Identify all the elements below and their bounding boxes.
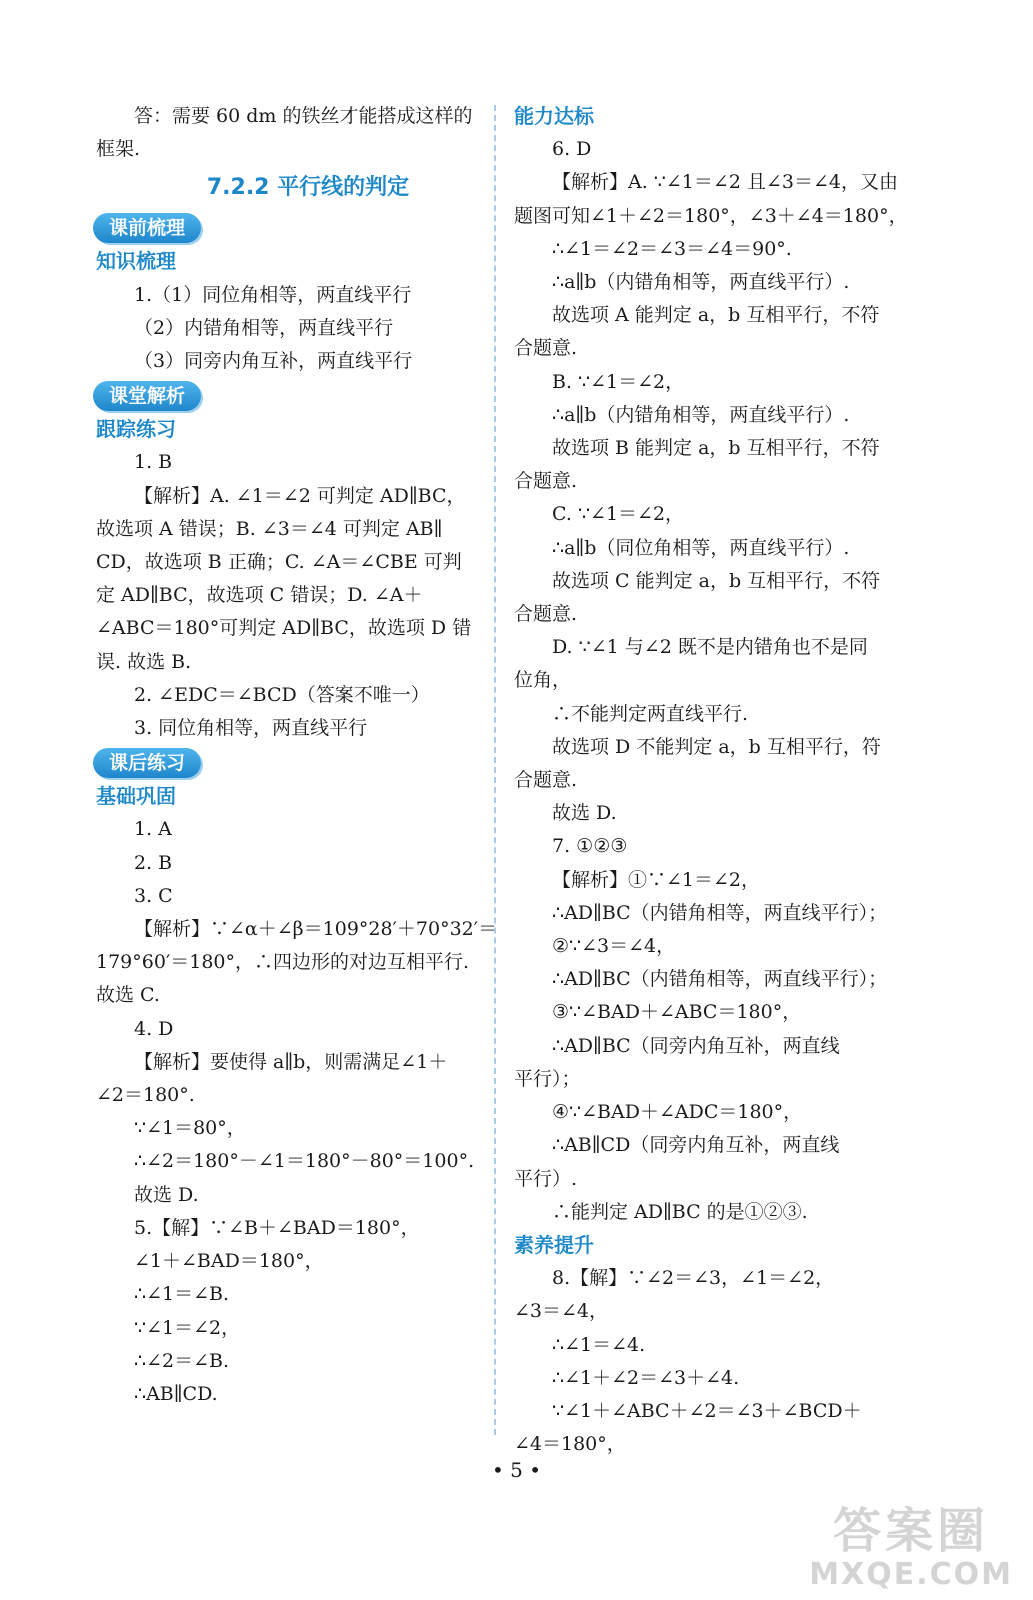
text-line: （3）同旁内角互补，两直线平行 <box>134 350 413 373</box>
text-line: 2. B <box>134 851 173 874</box>
section-badge-wrap <box>96 745 480 780</box>
text-line: CD，故选项 B 正确；C. ∠A＝∠CBE 可判 <box>96 551 462 574</box>
subsection-heading: 基础巩固 <box>96 784 176 809</box>
text-line: 平行）. <box>514 1167 578 1190</box>
section-badge-wrap <box>96 210 480 245</box>
text-line: 故选项 B 能判定 a，b 互相平行，不符 <box>552 437 880 460</box>
text-line: ∴∠2＝∠B. <box>134 1349 230 1372</box>
text-line: 位角， <box>514 669 572 692</box>
section-badge: 课后练习 <box>93 748 201 778</box>
text-line: ∴AD∥BC（内错角相等，两直线平行）； <box>552 901 888 924</box>
text-line: 【解析】A. ∵∠1＝∠2 且∠3＝∠4，又由 <box>552 171 898 194</box>
text-line: ∠2＝180°. <box>96 1084 195 1107</box>
column-divider <box>494 105 496 1435</box>
text-line: 4. D <box>134 1017 174 1040</box>
text-line: 答：需要 60 dm 的铁丝才能搭成这样的 <box>134 105 473 127</box>
text-line: （2）内错角相等，两直线平行 <box>134 316 394 339</box>
text-line: ∵∠1＝∠2， <box>134 1316 241 1339</box>
text-line: 故选 D. <box>134 1183 199 1206</box>
text-line: ∵∠1＝80°， <box>134 1117 246 1140</box>
text-line: ∴AB∥CD（同旁内角互补，两直线 <box>552 1134 840 1157</box>
subsection-heading: 素养提升 <box>514 1232 594 1257</box>
page-number: • 5 • <box>491 1458 542 1482</box>
subsection-heading: 能力达标 <box>514 104 594 128</box>
section-badge: 课堂解析 <box>93 381 201 411</box>
text-line: 误. 故选 B. <box>96 650 192 673</box>
text-line: ∴a∥b（内错角相等，两直线平行）. <box>552 271 850 294</box>
text-line: 故选项 C 能判定 a，b 互相平行，不符 <box>552 569 881 592</box>
text-line: 故选项 A 能判定 a，b 互相平行，不符 <box>552 304 880 327</box>
text-line: 2. ∠EDC＝∠BCD（答案不唯一） <box>134 683 430 706</box>
text-line: 框架. <box>96 138 141 161</box>
text-line: ③∵∠BAD＋∠ABC＝180°， <box>552 1001 802 1024</box>
watermark-line2: MXQE.COM <box>809 1557 1013 1592</box>
text-line: 故选 D. <box>552 802 617 825</box>
section-title: 7.2.2 平行线的判定 <box>206 175 410 201</box>
text-line: ④∵∠BAD＋∠ADC＝180°， <box>552 1101 803 1124</box>
text-line: 1. B <box>134 451 173 474</box>
text-line: 5.【解】∵∠B＋∠BAD＝180°， <box>134 1216 420 1239</box>
text-line: 故选项 A 错误；B. ∠3＝∠4 可判定 AB∥ <box>96 517 443 540</box>
text-line: ∠ABC＝180°可判定 AD∥BC，故选项 D 错 <box>96 617 472 640</box>
text-line: ∵∠1＋∠ABC＋∠2＝∠3＋∠BCD＋ <box>552 1399 862 1422</box>
watermark-logo <box>809 1504 1013 1592</box>
subsection-heading: 知识梳理 <box>96 249 176 274</box>
text-line: 【解析】要使得 a∥b，则需满足∠1＋ <box>134 1050 448 1073</box>
text-line: ∴AD∥BC（内错角相等，两直线平行）； <box>552 968 888 991</box>
text-line: 1. A <box>134 818 172 841</box>
text-line: ∴∠1＝∠B. <box>134 1283 230 1306</box>
text-line: ②∵∠3＝∠4， <box>552 935 676 958</box>
section-badge: 课前梳理 <box>93 213 201 243</box>
text-line: ∴∠2＝180°－∠1＝180°－80°＝100°. <box>134 1150 475 1173</box>
text-line: 【解析】①∵∠1＝∠2， <box>552 868 761 891</box>
subsection-heading: 跟踪练习 <box>96 417 176 442</box>
text-line: 7. ①②③ <box>552 835 628 858</box>
text-line: ∴a∥b（同位角相等，两直线平行）. <box>552 536 850 559</box>
text-line: 合题意. <box>514 603 578 626</box>
text-line: 平行）； <box>514 1067 581 1090</box>
text-line: ∴AB∥CD. <box>134 1382 218 1405</box>
text-line: ∠1＋∠BAD＝180°， <box>134 1250 324 1273</box>
text-line: 合题意. <box>514 337 578 360</box>
text-line: 【解析】A. ∠1＝∠2 可判定 AD∥BC， <box>134 484 466 507</box>
text-line: ∠4＝180°， <box>514 1433 626 1456</box>
watermark-line1: 答案圈 <box>833 1503 990 1559</box>
left-column <box>96 100 498 1411</box>
text-line: ∴a∥b（内错角相等，两直线平行）. <box>552 403 850 426</box>
text-line: D. ∵∠1 与∠2 既不是内错角也不是同 <box>552 636 868 659</box>
text-line: 6. D <box>552 138 592 161</box>
text-line: ∴能判定 AD∥BC 的是①②③. <box>552 1200 808 1223</box>
text-line: ∴AD∥BC（同旁内角互补，两直线 <box>552 1034 840 1057</box>
text-line: 故选 C. <box>96 984 160 1007</box>
text-line: ∴∠1＋∠2＝∠3＋∠4. <box>552 1366 740 1389</box>
section-badge-wrap <box>96 378 480 413</box>
text-line: ∴不能判定两直线平行. <box>552 702 749 725</box>
text-line: 179°60′＝180°，∴四边形的对边互相平行. <box>96 951 470 974</box>
text-line: 故选项 D 不能判定 a，b 互相平行，符 <box>552 735 881 758</box>
text-line: 1.（1）同位角相等，两直线平行 <box>134 283 412 306</box>
text-line: 题图可知∠1＋∠2＝180°，∠3＋∠4＝180°， <box>514 204 908 227</box>
text-line: B. ∵∠1＝∠2， <box>552 370 685 393</box>
text-line: 合题意. <box>514 769 578 792</box>
right-column <box>514 100 908 1461</box>
text-line: ∴∠1＝∠4. <box>552 1333 646 1356</box>
text-line: ∴∠1＝∠2＝∠3＝∠4＝90°. <box>552 237 792 260</box>
text-line: 定 AD∥BC，故选项 C 错误；D. ∠A＋ <box>96 584 423 607</box>
text-line: 3. 同位角相等，两直线平行 <box>134 717 368 740</box>
text-line: 合题意. <box>514 470 578 493</box>
text-line: 【解析】∵∠α＋∠β＝109°28′＋70°32′＝ <box>134 918 498 941</box>
text-line: C. ∵∠1＝∠2， <box>552 503 685 526</box>
text-line: 8.【解】∵∠2＝∠3，∠1＝∠2， <box>552 1267 835 1290</box>
text-line: ∠3＝∠4， <box>514 1300 609 1323</box>
text-line: 3. C <box>134 884 173 907</box>
